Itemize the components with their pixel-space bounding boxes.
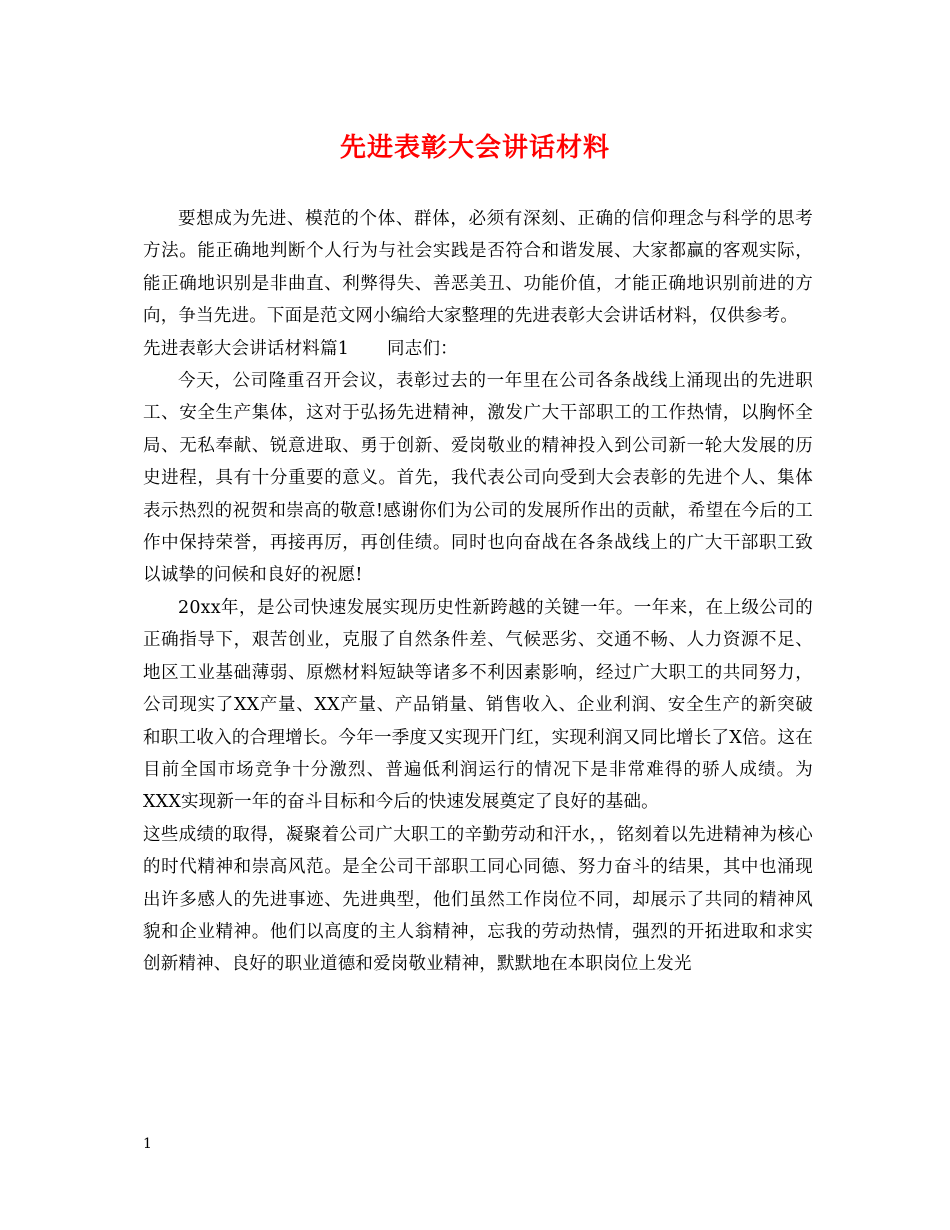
document-title: 先进表彰大会讲话材料 <box>339 133 610 163</box>
section-heading: 先进表彰大会讲话材料篇1 <box>143 338 350 359</box>
document-body <box>143 203 813 981</box>
body-paragraph-3: 这些成绩的取得，凝聚着公司广大职工的辛勤劳动和汗水，，铭刻着以先进精神为核心的时代精神和崇高风范。是全公司干部职工同心同德、努力奋斗的结果，其中也涌现出许多感人的先进事迹、先进典型，他们虽然工作岗位不同，却展示了共同的精神风貌和企业精神。他们以高度的主人翁精神，忘我的劳动热情，强烈的开拓进取和求实创新精神、良好的职业道德和爱岗敬业精神，默默地在本职岗位上发光 <box>143 824 813 975</box>
body-paragraph-2: 20xx年，是公司快速发展实现历史性新跨越的关键一年。一年来，在上级公司的正确指导下，艰苦创业，克服了自然条件差、气候恶劣、交通不畅、人力资源不足、地区工业基础薄弱、原燃材料短缺等诸多不利因素影响，经过广大职工的共同努力，公司现实了XX产量、XX产量、产品销量、销售收入、企业利润、安全生产的新突破和职工收入的合理增长。今年一季度又实现开门红，实现利润又同比增长了X倍。这在目前全国市场竞争十分激烈、普遍低利润运行的情况下是非常难得的骄人成绩。为XXX实现新一年的奋斗目标和今后的快速发展奠定了良好的基础。 <box>143 597 813 813</box>
section-heading-line <box>143 333 813 365</box>
salutation: 同志们： <box>387 338 458 359</box>
page-number: 1 <box>143 1136 152 1152</box>
body-paragraph-1: 今天，公司隆重召开会议，表彰过去的一年里在公司各条战线上涌现出的先进职工、安全生产集体，这对于弘扬先进精神，激发广大干部职工的工作热情，以胸怀全局、无私奉献、锐意进取、勇于创新、爱岗敬业的精神投入到公司新一轮大发展的历史进程，具有十分重要的意义。首先，我代表公司向受到大会表彰的先进个人、集体表示热烈的祝贺和崇高的敬意!感谢你们为公司的发展所作出的贡献，希望在今后的工作中保持荣誉，再接再厉，再创佳绩。同时也向奋战在各条战线上的广大干部职工致以诚挚的问候和良好的祝愿! <box>143 371 813 586</box>
intro-paragraph: 要想成为先进、模范的个体、群体，必须有深刻、正确的信仰理念与科学的思考方法。能正确地判断个人行为与社会实践是否符合和谐发展、大家都赢的客观实际，能正确地识别是非曲直、利弊得失、善恶美丑、功能价值，才能正确地识别前进的方向，争当先进。下面是范文网小编给大家整理的先进表彰大会讲话材料，仅供参考。 <box>143 209 813 327</box>
